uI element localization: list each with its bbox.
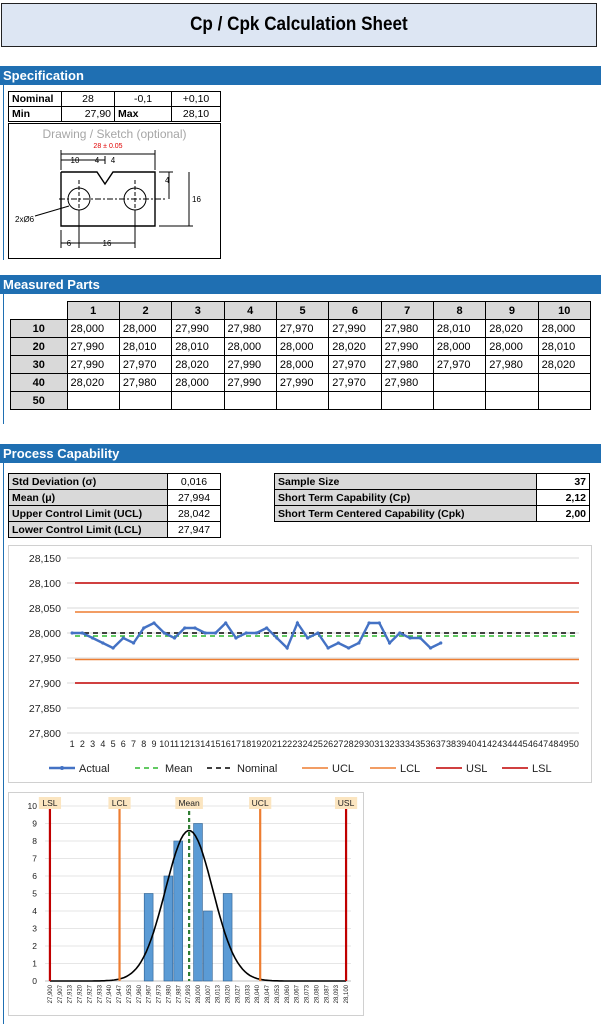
data-point — [245, 631, 248, 634]
x-tick-label: 27,987 — [176, 985, 183, 1004]
x-tick-label: 27,973 — [156, 985, 163, 1004]
data-point — [142, 626, 145, 629]
data-point — [71, 631, 74, 634]
max-label: Max — [115, 107, 172, 122]
x-tick-label: 27,913 — [67, 985, 74, 1004]
stat-value: 28,042 — [168, 506, 221, 522]
data-point — [234, 636, 237, 639]
measurement-cell[interactable]: 28,020 — [538, 356, 590, 374]
data-point — [337, 641, 340, 644]
x-tick-label: 28 — [343, 739, 354, 749]
page-title: Cp / Cpk Calculation Sheet — [190, 14, 408, 35]
x-tick-label: 50 — [568, 739, 579, 749]
data-point — [183, 626, 186, 629]
x-tick-label: 27,940 — [107, 985, 114, 1004]
x-tick-label: 26 — [323, 739, 334, 749]
measurement-cell[interactable]: 27,980 — [486, 356, 538, 374]
nominal-value[interactable]: 28 — [62, 92, 115, 107]
x-tick-label: 28,093 — [334, 985, 341, 1004]
x-tick-label: 12 — [179, 739, 190, 749]
measurement-cell[interactable]: 28,010 — [119, 338, 171, 356]
x-tick-label: 28,007 — [205, 985, 212, 1004]
x-tick-label: 31 — [374, 739, 385, 749]
measurement-cell[interactable]: 27,980 — [381, 374, 433, 392]
x-tick-label: 23 — [292, 739, 303, 749]
data-point — [255, 631, 258, 634]
x-tick-label: 28,013 — [215, 985, 222, 1004]
stat-label: Short Term Centered Capability (Cpk) — [275, 506, 537, 522]
x-tick-label: 47 — [538, 739, 549, 749]
x-tick-label: 27,980 — [166, 985, 173, 1004]
marker-label: LCL — [111, 798, 128, 808]
x-tick-label: 4 — [100, 739, 106, 749]
control-chart-svg — [9, 546, 591, 782]
stat-row — [275, 506, 590, 522]
sketch-d4b: 4 — [110, 156, 116, 165]
stat-value: 2,12 — [537, 490, 590, 506]
x-tick-label: 30 — [364, 739, 375, 749]
x-tick-label: 25 — [312, 739, 323, 749]
x-tick-label: 15 — [210, 739, 221, 749]
data-point — [101, 641, 104, 644]
measurement-cell[interactable]: 28,010 — [172, 338, 224, 356]
x-tick-label: 11 — [169, 739, 180, 749]
legend-label: Actual — [79, 763, 110, 775]
data-point — [81, 631, 84, 634]
x-tick-label: 28,080 — [314, 985, 321, 1004]
data-point — [224, 621, 227, 624]
column-header: 2 — [119, 302, 171, 320]
stat-label: Std Deviation (σ) — [9, 474, 168, 490]
sketch-d16h: 16 — [102, 239, 112, 248]
measurement-cell[interactable]: 27,980 — [381, 356, 433, 374]
x-tick-label: 34 — [405, 739, 416, 749]
column-header: 10 — [538, 302, 590, 320]
measurement-cell[interactable] — [433, 392, 485, 410]
legend-marker — [60, 766, 64, 770]
data-point — [296, 621, 299, 624]
x-tick-label: 27,907 — [57, 985, 64, 1004]
sketch-d6: 6 — [66, 239, 72, 248]
measurement-cell[interactable]: 28,000 — [486, 338, 538, 356]
x-tick-label: 18 — [241, 739, 252, 749]
measurement-cell[interactable]: 28,000 — [276, 338, 328, 356]
measurement-cell[interactable]: 27,970 — [119, 356, 171, 374]
data-point — [214, 631, 217, 634]
measurement-cell[interactable]: 28,000 — [172, 374, 224, 392]
x-tick-label: 27,900 — [47, 985, 54, 1004]
marker-label: Mean — [178, 798, 200, 808]
y-tick-label: 5 — [32, 888, 37, 899]
histogram-chart-svg — [9, 793, 363, 1015]
x-tick-label: 6 — [120, 739, 126, 749]
data-point — [316, 631, 319, 634]
y-tick-label: 4 — [32, 906, 37, 916]
x-tick-label: 13 — [189, 739, 201, 749]
measurement-cell[interactable] — [329, 392, 381, 410]
data-point — [122, 636, 125, 639]
x-tick-label: 5 — [110, 739, 116, 749]
y-tick-label: 28,150 — [28, 553, 61, 565]
control-chart — [8, 545, 592, 783]
row-header: 30 — [11, 356, 68, 374]
stat-row — [275, 474, 590, 490]
measurement-cell[interactable]: 28,020 — [486, 320, 538, 338]
data-point — [378, 621, 381, 624]
y-tick-label: 27,900 — [28, 678, 61, 690]
legend-label: LCL — [400, 763, 421, 775]
y-tick-label: 27,950 — [28, 653, 61, 665]
x-tick-label: 8 — [141, 739, 147, 749]
stat-row — [9, 474, 221, 490]
data-point — [111, 646, 114, 649]
legend-label: Mean — [165, 763, 193, 775]
measurement-cell[interactable]: 27,990 — [381, 338, 433, 356]
data-point — [275, 636, 278, 639]
measurement-cell[interactable] — [276, 392, 328, 410]
data-point — [347, 646, 350, 649]
table-row — [11, 320, 591, 338]
data-point — [398, 631, 401, 634]
data-point — [286, 646, 289, 649]
stat-value: 2,00 — [537, 506, 590, 522]
y-tick-label: 8 — [32, 836, 37, 846]
measurement-cell[interactable] — [486, 392, 538, 410]
measurement-cell[interactable] — [433, 374, 485, 392]
measurement-cell[interactable] — [172, 392, 224, 410]
spec-table — [8, 91, 221, 122]
measurement-cell[interactable] — [381, 392, 433, 410]
x-tick-label: 42 — [486, 739, 497, 749]
x-tick-label: 27,933 — [97, 985, 104, 1004]
measurement-cell[interactable]: 28,000 — [433, 338, 485, 356]
sketch-holes: 2xØ6 — [15, 215, 35, 224]
row-header: 40 — [11, 374, 68, 392]
column-header: 5 — [276, 302, 328, 320]
stat-row — [9, 490, 221, 506]
stat-row — [275, 490, 590, 506]
x-tick-label: 27,967 — [146, 985, 153, 1004]
column-header: 1 — [67, 302, 119, 320]
data-point — [367, 621, 370, 624]
y-tick-label: 9 — [32, 818, 37, 829]
x-tick-label: 27,927 — [87, 985, 94, 1004]
y-tick-label: 7 — [32, 853, 37, 864]
x-tick-label: 28,100 — [344, 985, 351, 1004]
x-tick-label: 19 — [251, 739, 262, 749]
legend-label: UCL — [332, 763, 355, 775]
data-point — [91, 636, 94, 639]
data-point — [439, 641, 442, 644]
section-measured-parts: Measured Parts — [0, 275, 601, 294]
measurement-cell[interactable]: 27,990 — [67, 356, 119, 374]
row-header: 20 — [11, 338, 68, 356]
histogram-bar — [174, 841, 183, 981]
x-tick-label: 28,053 — [274, 985, 281, 1004]
legend-label: LSL — [532, 763, 552, 775]
y-tick-label: 3 — [32, 923, 37, 934]
measurement-cell[interactable]: 28,000 — [538, 320, 590, 338]
measurement-cell[interactable]: 28,000 — [224, 338, 276, 356]
y-tick-label: 28,000 — [28, 628, 61, 640]
x-tick-label: 28,027 — [235, 985, 242, 1004]
stat-label: Short Term Capability (Cp) — [275, 490, 537, 506]
data-point — [327, 646, 330, 649]
measurement-cell[interactable] — [119, 392, 171, 410]
x-tick-label: 16 — [220, 739, 231, 749]
stat-value: 27,947 — [168, 522, 221, 538]
capability-stats-right — [274, 473, 590, 522]
y-tick-label: 28,050 — [28, 603, 61, 615]
data-point — [419, 636, 422, 639]
measurement-cell[interactable] — [67, 392, 119, 410]
marker-label: LSL — [42, 798, 58, 808]
tol-minus-value[interactable]: -0,1 — [115, 92, 172, 107]
drawing-label: Drawing / Sketch (optional) — [42, 127, 187, 141]
row-header: 50 — [11, 392, 68, 410]
measurement-cell[interactable] — [486, 374, 538, 392]
stat-value: 0,016 — [168, 474, 221, 490]
measurement-cell[interactable]: 27,990 — [67, 338, 119, 356]
column-header: 6 — [329, 302, 381, 320]
measurement-cell[interactable]: 28,020 — [329, 338, 381, 356]
x-tick-label: 7 — [131, 739, 137, 749]
marker-label: UCL — [251, 798, 269, 808]
stat-label: Sample Size — [275, 474, 537, 490]
stat-label: Mean (μ) — [9, 490, 168, 506]
stat-value: 37 — [537, 474, 590, 490]
x-tick-label: 48 — [548, 739, 559, 749]
measurement-cell[interactable]: 28,020 — [172, 356, 224, 374]
x-tick-label: 1 — [69, 739, 75, 749]
y-tick-label: 27,800 — [28, 728, 61, 740]
row-header: 10 — [11, 320, 68, 338]
measurement-cell[interactable]: 27,990 — [224, 356, 276, 374]
drawing-box[interactable] — [8, 123, 221, 259]
y-tick-label: 2 — [32, 941, 37, 951]
x-tick-label: 49 — [558, 739, 569, 749]
column-header: 8 — [433, 302, 485, 320]
x-tick-label: 39 — [456, 739, 467, 749]
stat-label: Upper Control Limit (UCL) — [9, 506, 168, 522]
stat-row — [9, 522, 221, 538]
measurement-cell[interactable] — [538, 392, 590, 410]
x-tick-label: 43 — [497, 739, 508, 749]
x-tick-label: 27 — [333, 739, 344, 749]
x-tick-label: 33 — [394, 739, 405, 749]
measurement-cell[interactable]: 27,980 — [381, 320, 433, 338]
x-tick-label: 35 — [415, 739, 426, 749]
y-tick-label: 1 — [32, 958, 37, 969]
measurement-cell[interactable]: 28,000 — [67, 320, 119, 338]
x-tick-label: 32 — [384, 739, 395, 749]
section-divider — [3, 294, 4, 424]
x-tick-label: 28,047 — [265, 985, 272, 1004]
x-tick-label: 27,953 — [126, 985, 133, 1004]
table-row — [11, 338, 591, 356]
x-tick-label: 40 — [466, 739, 477, 749]
x-tick-label: 21 — [271, 739, 282, 749]
capability-stats-left — [8, 473, 221, 538]
x-tick-label: 28,073 — [304, 985, 311, 1004]
table-row — [11, 392, 591, 410]
sketch-drawing — [9, 124, 220, 258]
x-tick-label: 27,993 — [186, 985, 193, 1004]
column-header: 3 — [172, 302, 224, 320]
measurement-cell[interactable]: 27,990 — [276, 374, 328, 392]
x-tick-label: 29 — [353, 739, 364, 749]
measurement-cell[interactable]: 28,010 — [538, 338, 590, 356]
stat-row — [9, 506, 221, 522]
data-point — [173, 636, 176, 639]
x-tick-label: 37 — [435, 739, 446, 749]
measurement-cell[interactable]: 27,980 — [224, 320, 276, 338]
column-header: 4 — [224, 302, 276, 320]
data-point — [388, 641, 391, 644]
min-value: 27,90 — [62, 107, 115, 122]
histogram-bar — [223, 894, 232, 982]
x-tick-label: 27,947 — [117, 985, 124, 1004]
section-specification: Specification — [0, 66, 601, 85]
x-tick-label: 38 — [445, 739, 457, 749]
x-tick-label: 28,033 — [245, 985, 252, 1004]
nominal-label: Nominal — [9, 92, 62, 107]
x-tick-label: 28,020 — [225, 985, 232, 1004]
data-point — [163, 631, 166, 634]
title-box — [1, 3, 597, 47]
data-point — [132, 641, 135, 644]
x-tick-label: 44 — [507, 739, 518, 749]
x-tick-label: 10 — [159, 739, 170, 749]
measurement-cell[interactable]: 27,970 — [329, 374, 381, 392]
max-value: 28,10 — [172, 107, 221, 122]
section-process-capability: Process Capability — [0, 444, 601, 463]
data-point — [306, 636, 309, 639]
measurement-cell[interactable]: 27,970 — [329, 356, 381, 374]
x-tick-label: 28,067 — [294, 985, 301, 1004]
column-header: 9 — [486, 302, 538, 320]
x-tick-label: 2 — [79, 739, 85, 749]
x-tick-label: 41 — [476, 739, 487, 749]
measurement-cell[interactable]: 27,990 — [172, 320, 224, 338]
data-point — [429, 646, 432, 649]
column-header: 7 — [381, 302, 433, 320]
measurement-cell[interactable]: 28,000 — [276, 356, 328, 374]
x-tick-label: 27,920 — [77, 985, 84, 1004]
x-tick-label: 28,040 — [255, 985, 262, 1004]
tol-plus-value[interactable]: +0,10 — [172, 92, 221, 107]
measurement-cell[interactable]: 27,980 — [119, 374, 171, 392]
stat-value: 27,994 — [168, 490, 221, 506]
x-tick-label: 20 — [261, 739, 272, 749]
table-row — [11, 356, 591, 374]
x-tick-label: 27,960 — [136, 985, 143, 1004]
x-tick-label: 9 — [151, 739, 157, 749]
y-tick-label: 0 — [32, 976, 37, 986]
x-tick-label: 14 — [200, 739, 211, 749]
x-tick-label: 24 — [302, 739, 313, 749]
measured-parts-table — [10, 301, 591, 410]
stat-label: Lower Control Limit (LCL) — [9, 522, 168, 538]
data-point — [193, 626, 196, 629]
x-tick-label: 28,060 — [284, 985, 291, 1004]
x-tick-label: 28,000 — [196, 985, 202, 1004]
measurement-cell[interactable]: 28,010 — [433, 320, 485, 338]
table-row — [11, 374, 591, 392]
x-tick-label: 22 — [282, 739, 293, 749]
histogram-chart — [8, 792, 364, 1016]
sketch-d4c: 4 — [165, 176, 170, 185]
data-point — [152, 621, 155, 624]
sketch-tol-text: 28 ± 0.05 — [93, 143, 123, 150]
data-point — [204, 631, 207, 634]
section-divider — [3, 85, 4, 260]
measurement-cell[interactable]: 27,970 — [276, 320, 328, 338]
measurement-cell[interactable]: 27,990 — [329, 320, 381, 338]
x-tick-label: 46 — [527, 739, 538, 749]
x-tick-label: 3 — [90, 739, 96, 749]
measurement-cell[interactable]: 27,990 — [224, 374, 276, 392]
data-point — [408, 636, 411, 639]
measurement-cell[interactable] — [224, 392, 276, 410]
y-tick-label: 28,100 — [28, 578, 61, 590]
x-tick-label: 28,087 — [324, 985, 331, 1004]
sketch-d16v: 16 — [192, 195, 201, 204]
section-divider — [3, 463, 4, 1024]
y-tick-label: 6 — [32, 871, 37, 881]
corner-cell — [11, 302, 68, 320]
y-tick-label: 27,850 — [28, 703, 61, 715]
y-tick-label: 10 — [27, 801, 37, 811]
x-tick-label: 45 — [517, 739, 528, 749]
min-label: Min — [9, 107, 62, 122]
legend-label: Nominal — [237, 763, 278, 775]
sketch-d10: 10 — [70, 156, 80, 165]
measurement-cell[interactable] — [538, 374, 590, 392]
x-tick-label: 17 — [230, 739, 241, 749]
data-point — [357, 641, 360, 644]
marker-label: USL — [337, 798, 355, 808]
measurement-cell[interactable]: 28,000 — [119, 320, 171, 338]
histogram-bar — [203, 911, 212, 981]
x-tick-label: 36 — [425, 739, 436, 749]
data-point — [265, 626, 268, 629]
measurement-cell[interactable]: 28,020 — [67, 374, 119, 392]
sketch-d4a: 4 — [94, 156, 100, 165]
measurement-cell[interactable]: 27,970 — [433, 356, 485, 374]
legend-label: USL — [466, 763, 488, 775]
